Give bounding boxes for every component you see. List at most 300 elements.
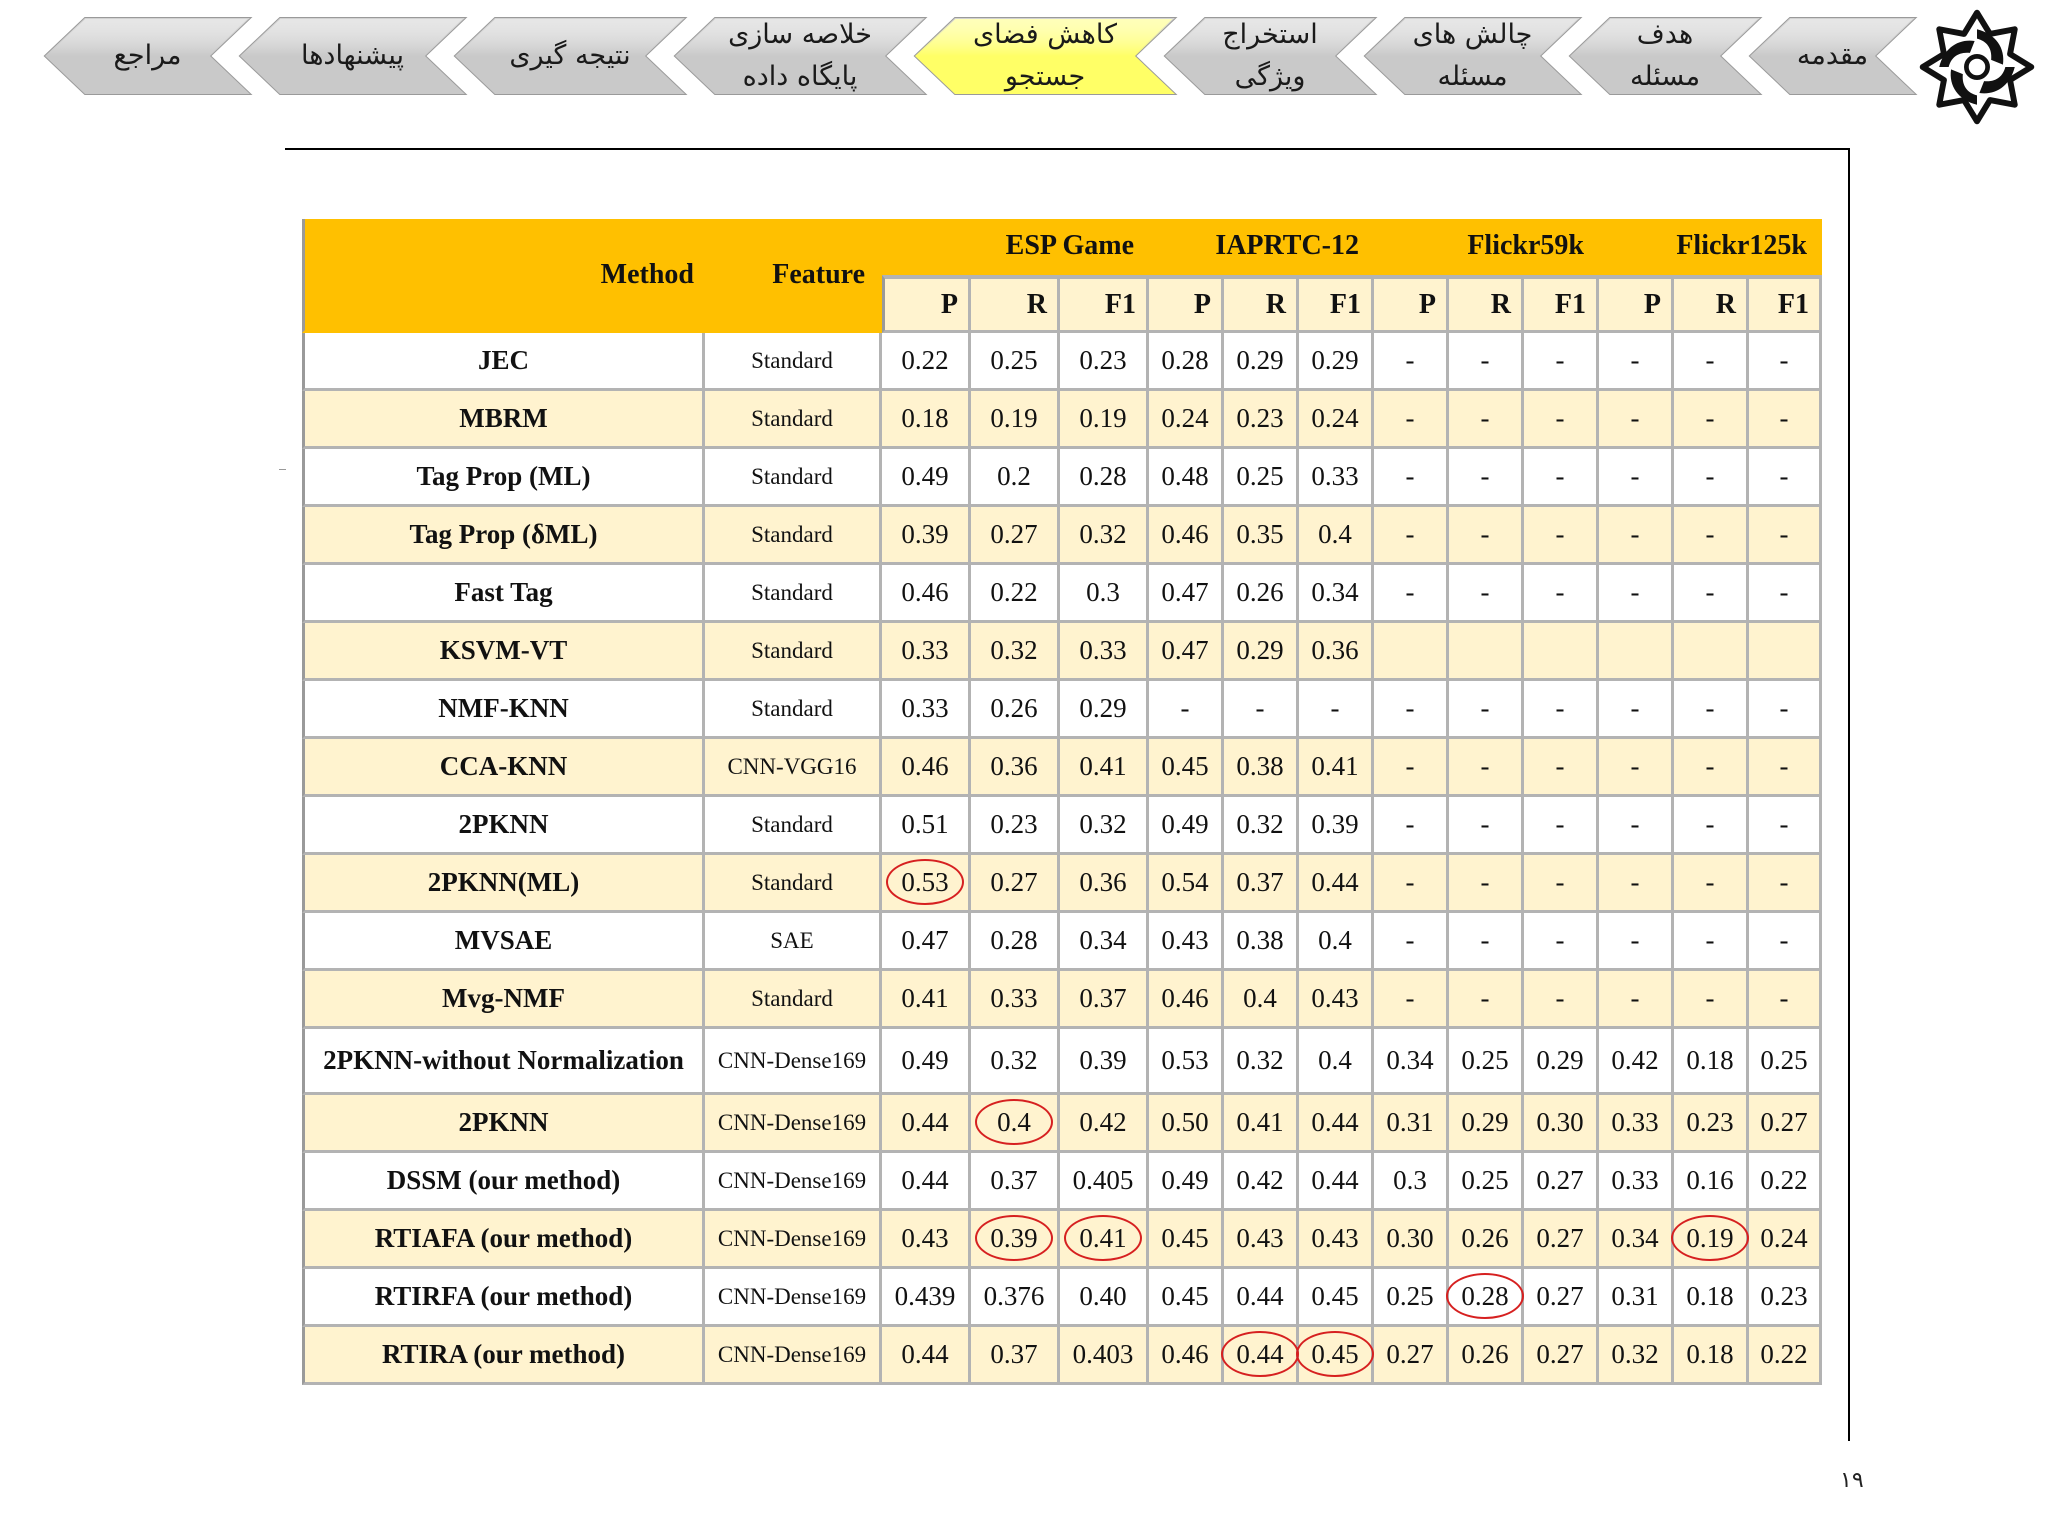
metric-value: -	[1480, 693, 1490, 723]
metric-value: 0.27	[990, 519, 1038, 549]
metric-value: 0.3	[1393, 1165, 1427, 1195]
tab-label-line: چالش های	[1412, 19, 1533, 50]
metric-cell	[1149, 739, 1224, 797]
table-row	[302, 1211, 1822, 1269]
metric-value: 0.28	[1079, 461, 1127, 491]
metric-cell	[1749, 739, 1822, 797]
tab-label-line: مسئله	[1437, 61, 1508, 92]
metric-value: 0.45	[1311, 1281, 1359, 1311]
metric-cell	[1149, 507, 1224, 565]
metric-value: 0.33	[990, 983, 1038, 1013]
metric-cell	[1674, 1211, 1749, 1269]
metric-value: -	[1405, 461, 1415, 491]
metric-cell	[1524, 971, 1599, 1029]
method-name: RTIRFA (our method)	[302, 1269, 705, 1327]
method-name: 2PKNN(ML)	[302, 855, 705, 913]
metric-cell	[1674, 449, 1749, 507]
metric-cell	[1449, 565, 1524, 623]
metric-value: 0.32	[990, 635, 1038, 665]
metric-cell	[1524, 1269, 1599, 1327]
metric-cell	[1599, 1327, 1674, 1385]
metric-value: -	[1630, 519, 1640, 549]
metric-cell	[1449, 1211, 1524, 1269]
metric-cell	[882, 739, 971, 797]
table-row	[302, 449, 1822, 507]
metric-cell	[1374, 507, 1449, 565]
table-row	[302, 1269, 1822, 1327]
feature-type: CNN-Dense169	[705, 1269, 882, 1327]
metric-value: 0.50	[1161, 1107, 1209, 1137]
tab-label-line: مقدمه	[1796, 40, 1869, 71]
metric-cell	[1524, 623, 1599, 681]
metric-value: 0.23	[1079, 345, 1127, 375]
metric-cell	[1374, 1153, 1449, 1211]
metric-value: -	[1630, 461, 1640, 491]
feature-type: CNN-VGG16	[705, 739, 882, 797]
feature-type: CNN-Dense169	[705, 1211, 882, 1269]
metric-value: 0.37	[1079, 983, 1127, 1013]
tab-label-line: ویژگی	[1234, 61, 1306, 92]
metric-value: -	[1480, 519, 1490, 549]
metric-cell	[1374, 855, 1449, 913]
metric-value: -	[1705, 809, 1715, 839]
metric-cell	[1524, 565, 1599, 623]
metric-value: 0.43	[1236, 1223, 1284, 1253]
metric-cell	[1524, 681, 1599, 739]
metric-cell	[1449, 855, 1524, 913]
metric-value: -	[1405, 751, 1415, 781]
metric-value: 0.37	[990, 1339, 1038, 1369]
method-name: Tag Prop (δML)	[302, 507, 705, 565]
metric-value: 0.22	[1760, 1339, 1808, 1369]
metric-value: 0.47	[901, 925, 949, 955]
tab-references[interactable]	[45, 18, 250, 94]
tab-label	[915, 18, 1175, 94]
metric-value: -	[1705, 403, 1715, 433]
dataset-header-flickr59k: Flickr59k	[1374, 219, 1599, 275]
method-name: RTIAFA (our method)	[302, 1211, 705, 1269]
method-name: MBRM	[302, 391, 705, 449]
metric-header: P	[1149, 275, 1224, 333]
metric-value: -	[1630, 345, 1640, 375]
metric-value: 0.30	[1536, 1107, 1584, 1137]
metric-value: -	[1555, 925, 1565, 955]
metric-value: -	[1705, 577, 1715, 607]
metric-cell	[1524, 391, 1599, 449]
metric-value: -	[1630, 403, 1640, 433]
metric-value: 0.4	[1318, 1045, 1352, 1075]
metric-value: 0.46	[1161, 983, 1209, 1013]
metric-cell	[1674, 797, 1749, 855]
metric-cell	[1374, 1095, 1449, 1153]
metric-cell	[1224, 681, 1299, 739]
metric-cell	[1599, 913, 1674, 971]
tab-label	[1165, 18, 1375, 94]
metric-value: -	[1779, 461, 1789, 491]
metric-value: -	[1630, 751, 1640, 781]
metric-value: 0.33	[1079, 635, 1127, 665]
metric-value: 0.27	[1536, 1281, 1584, 1311]
metric-cell	[1374, 971, 1449, 1029]
metric-value: 0.28	[1161, 345, 1209, 375]
metric-value: 0.27	[1536, 1339, 1584, 1369]
metric-value: 0.4	[997, 1107, 1031, 1137]
metric-value: 0.27	[1536, 1223, 1584, 1253]
metric-cell	[1060, 971, 1149, 1029]
metric-cell	[1674, 1029, 1749, 1095]
metric-value: 0.32	[990, 1045, 1038, 1075]
highlight-circle	[975, 1215, 1053, 1261]
metric-cell	[1674, 913, 1749, 971]
metric-cell	[971, 623, 1060, 681]
metric-value: 0.22	[1760, 1165, 1808, 1195]
metric-cell	[1224, 1095, 1299, 1153]
metric-value: -	[1480, 983, 1490, 1013]
metric-cell	[1224, 1211, 1299, 1269]
metric-cell	[971, 1153, 1060, 1211]
tab-database-summarization[interactable]	[675, 18, 925, 94]
metric-value: 0.32	[1236, 809, 1284, 839]
metric-cell	[1149, 681, 1224, 739]
metric-value: 0.39	[1311, 809, 1359, 839]
metric-cell	[1674, 681, 1749, 739]
tab-label	[240, 18, 465, 94]
metric-cell	[1060, 1269, 1149, 1327]
metric-value: -	[1480, 345, 1490, 375]
metric-value: 0.34	[1311, 577, 1359, 607]
feature-type: CNN-Dense169	[705, 1153, 882, 1211]
metric-value: 0.23	[1760, 1281, 1808, 1311]
metric-cell	[1299, 1269, 1374, 1327]
metric-cell	[1374, 391, 1449, 449]
metric-value: 0.29	[1079, 693, 1127, 723]
tab-label-line: استخراج	[1222, 19, 1318, 50]
metric-value: 0.22	[901, 345, 949, 375]
metric-cell	[1299, 797, 1374, 855]
metric-cell	[1149, 333, 1224, 391]
method-name: NMF-KNN	[302, 681, 705, 739]
metric-cell	[1299, 1095, 1374, 1153]
table-row	[302, 565, 1822, 623]
tab-label	[1570, 18, 1760, 94]
metric-cell	[882, 681, 971, 739]
metric-value: 0.29	[1536, 1045, 1584, 1075]
metric-value: 0.48	[1161, 461, 1209, 491]
metric-cell	[1149, 797, 1224, 855]
metric-cell	[1149, 1095, 1224, 1153]
metric-value: 0.43	[901, 1223, 949, 1253]
metric-cell	[1749, 1153, 1822, 1211]
metric-value: 0.53	[1161, 1045, 1209, 1075]
metric-value: 0.43	[1311, 983, 1359, 1013]
metric-value: -	[1555, 461, 1565, 491]
table-row	[302, 623, 1822, 681]
method-name: Mvg-NMF	[302, 971, 705, 1029]
tab-label	[675, 18, 925, 94]
metric-cell	[1060, 1327, 1149, 1385]
metric-value: 0.4	[1318, 519, 1352, 549]
metric-value: -	[1779, 693, 1789, 723]
tab-conclusion[interactable]	[455, 18, 685, 94]
metric-value: 0.376	[983, 1281, 1045, 1311]
metric-value: -	[1630, 693, 1640, 723]
metric-cell	[971, 971, 1060, 1029]
metric-cell	[1749, 1029, 1822, 1095]
metric-value: 0.42	[1236, 1165, 1284, 1195]
metric-value: 0.4	[1243, 983, 1277, 1013]
metric-cell	[1060, 391, 1149, 449]
tab-problem-challenges[interactable]	[1365, 18, 1580, 94]
metric-value: 0.3	[1086, 577, 1120, 607]
metric-cell	[1299, 913, 1374, 971]
metric-cell	[1524, 507, 1599, 565]
metric-value: -	[1405, 983, 1415, 1013]
metric-cell	[1749, 681, 1822, 739]
metric-cell	[1749, 391, 1822, 449]
metric-cell	[1374, 1269, 1449, 1327]
metric-value: -	[1555, 867, 1565, 897]
method-name: DSSM (our method)	[302, 1153, 705, 1211]
metric-value: -	[1779, 577, 1789, 607]
table-row	[302, 797, 1822, 855]
metric-value: 0.26	[1236, 577, 1284, 607]
metric-cell	[1224, 913, 1299, 971]
metric-value: 0.43	[1311, 1223, 1359, 1253]
metric-value: -	[1779, 809, 1789, 839]
metric-value: 0.405	[1072, 1165, 1134, 1195]
table-row	[302, 913, 1822, 971]
metric-value: -	[1480, 925, 1490, 955]
metric-cell	[882, 1095, 971, 1153]
metric-value: 0.32	[1611, 1339, 1659, 1369]
metric-value: 0.32	[1079, 519, 1127, 549]
metric-cell	[1674, 1269, 1749, 1327]
metric-value: 0.35	[1236, 519, 1284, 549]
feature-type: Standard	[705, 391, 882, 449]
metric-value: 0.33	[1611, 1107, 1659, 1137]
metric-value: -	[1405, 867, 1415, 897]
metric-cell	[1749, 913, 1822, 971]
metric-cell	[1449, 1153, 1524, 1211]
metric-value: -	[1405, 345, 1415, 375]
metric-value: -	[1480, 809, 1490, 839]
metric-value: -	[1705, 925, 1715, 955]
metric-header: R	[1674, 275, 1749, 333]
metric-value: 0.53	[901, 867, 949, 897]
metric-cell	[971, 855, 1060, 913]
metric-value: 0.38	[1236, 751, 1284, 781]
method-name: 2PKNN	[302, 797, 705, 855]
highlight-circle	[1446, 1273, 1524, 1319]
metric-value: 0.43	[1161, 925, 1209, 955]
metric-cell	[1299, 449, 1374, 507]
tab-suggestions[interactable]	[240, 18, 465, 94]
metric-header: P	[1599, 275, 1674, 333]
feature-type: Standard	[705, 681, 882, 739]
metric-cell	[1299, 681, 1374, 739]
metric-value: 0.19	[1686, 1223, 1734, 1253]
metric-cell	[1224, 739, 1299, 797]
method-name: 2PKNN-without Normalization	[302, 1029, 705, 1095]
metric-value: 0.47	[1161, 635, 1209, 665]
metric-value: 0.36	[990, 751, 1038, 781]
metric-cell	[1374, 797, 1449, 855]
tab-label-line: جستجو	[1004, 61, 1086, 92]
metric-cell	[1149, 855, 1224, 913]
page-number: ۱۹	[1840, 1468, 1864, 1493]
table-row	[302, 333, 1822, 391]
metric-value: 0.34	[1079, 925, 1127, 955]
tab-label-line: نتیجه گیری	[509, 40, 631, 71]
metric-cell	[1449, 507, 1524, 565]
metric-cell	[1299, 623, 1374, 681]
metric-value: 0.2	[997, 461, 1031, 491]
metric-value: 0.26	[1461, 1223, 1509, 1253]
tab-label-line: خلاصه سازی	[728, 19, 872, 50]
metric-value: -	[1779, 403, 1789, 433]
metric-cell	[1060, 1095, 1149, 1153]
metric-value: 0.24	[1760, 1223, 1808, 1253]
metric-cell	[1449, 1269, 1524, 1327]
slide-frame-top-rule	[285, 148, 1850, 150]
metric-value: 0.26	[990, 693, 1038, 723]
method-name: CCA-KNN	[302, 739, 705, 797]
metric-value: 0.30	[1386, 1223, 1434, 1253]
metric-cell	[1149, 623, 1224, 681]
metric-cell	[1749, 855, 1822, 913]
table-row	[302, 507, 1822, 565]
metric-cell	[882, 1269, 971, 1327]
table-row	[302, 855, 1822, 913]
metric-value: 0.41	[1311, 751, 1359, 781]
feature-type: CNN-Dense169	[705, 1095, 882, 1153]
metric-cell	[1374, 333, 1449, 391]
metric-value: -	[1630, 577, 1640, 607]
metric-cell	[1060, 1029, 1149, 1095]
highlight-circle	[1064, 1215, 1142, 1261]
metric-value: -	[1555, 693, 1565, 723]
metric-cell	[1374, 565, 1449, 623]
tab-feature-extraction[interactable]	[1165, 18, 1375, 94]
metric-cell	[1224, 449, 1299, 507]
metric-cell	[1674, 971, 1749, 1029]
tab-label-line: مراجع	[113, 40, 182, 71]
metric-cell	[1599, 391, 1674, 449]
metric-value: 0.29	[1236, 635, 1284, 665]
metric-cell	[1224, 1327, 1299, 1385]
metric-cell	[971, 449, 1060, 507]
metric-cell	[1224, 333, 1299, 391]
tab-problem-goal[interactable]	[1570, 18, 1760, 94]
metric-cell	[1374, 739, 1449, 797]
metric-value: 0.25	[1760, 1045, 1808, 1075]
metric-value: 0.25	[1461, 1165, 1509, 1195]
metric-value: -	[1779, 519, 1789, 549]
metric-cell	[1299, 1327, 1374, 1385]
metric-cell	[1374, 449, 1449, 507]
results-comparison-table	[302, 219, 1822, 1385]
metric-cell	[1599, 333, 1674, 391]
metric-cell	[971, 565, 1060, 623]
metric-value: -	[1705, 693, 1715, 723]
metric-cell	[1374, 1029, 1449, 1095]
metric-cell	[1149, 913, 1224, 971]
metric-value: 0.25	[990, 345, 1038, 375]
metric-header: F1	[1060, 275, 1149, 333]
metric-cell	[1524, 1153, 1599, 1211]
metric-value: 0.22	[990, 577, 1038, 607]
metric-value: -	[1705, 751, 1715, 781]
metric-cell	[971, 797, 1060, 855]
metric-cell	[882, 565, 971, 623]
metric-value: 0.25	[1386, 1281, 1434, 1311]
metric-value: 0.31	[1611, 1281, 1659, 1311]
metric-value: -	[1779, 867, 1789, 897]
column-header-method: Method	[302, 219, 705, 333]
metric-cell	[882, 797, 971, 855]
metric-cell	[1060, 507, 1149, 565]
metric-cell	[1749, 1269, 1822, 1327]
metric-cell	[1299, 1153, 1374, 1211]
tab-label	[1365, 18, 1580, 94]
metric-value: 0.26	[1461, 1339, 1509, 1369]
metric-value: 0.29	[1461, 1107, 1509, 1137]
metric-value: 0.44	[901, 1339, 949, 1369]
metric-cell	[1599, 449, 1674, 507]
metric-cell	[1060, 565, 1149, 623]
method-name: JEC	[302, 333, 705, 391]
metric-cell	[882, 971, 971, 1029]
highlight-circle	[1221, 1331, 1299, 1377]
tab-introduction[interactable]	[1750, 18, 1915, 94]
metric-value: -	[1705, 983, 1715, 1013]
metric-cell	[1299, 565, 1374, 623]
metric-value: 0.27	[1536, 1165, 1584, 1195]
metric-value: 0.27	[1760, 1107, 1808, 1137]
metric-value: 0.44	[1236, 1281, 1284, 1311]
metric-cell	[1749, 333, 1822, 391]
metric-value: 0.45	[1311, 1339, 1359, 1369]
metric-cell	[1749, 449, 1822, 507]
metric-header: R	[1449, 275, 1524, 333]
feature-type: Standard	[705, 507, 882, 565]
metric-value: 0.39	[990, 1223, 1038, 1253]
metric-cell	[1449, 797, 1524, 855]
metric-value: 0.45	[1161, 1281, 1209, 1311]
top-navigation	[0, 0, 2048, 120]
metric-cell	[1674, 507, 1749, 565]
metric-cell	[882, 1327, 971, 1385]
metric-cell	[882, 623, 971, 681]
metric-cell	[1449, 1029, 1524, 1095]
metric-value: 0.47	[1161, 577, 1209, 607]
metric-value: 0.41	[1079, 1223, 1127, 1253]
metric-cell	[1224, 623, 1299, 681]
metric-value: -	[1405, 403, 1415, 433]
metric-value: 0.18	[1686, 1339, 1734, 1369]
metric-value: -	[1705, 461, 1715, 491]
metric-cell	[971, 391, 1060, 449]
tab-search-space-reduction[interactable]	[915, 18, 1175, 94]
divider	[279, 469, 286, 470]
metric-cell	[1599, 739, 1674, 797]
metric-cell	[1149, 1269, 1224, 1327]
metric-cell	[1299, 1211, 1374, 1269]
metric-cell	[1749, 1095, 1822, 1153]
slide-frame-right-rule	[1848, 148, 1850, 1441]
method-name: Tag Prop (ML)	[302, 449, 705, 507]
metric-cell	[1224, 565, 1299, 623]
